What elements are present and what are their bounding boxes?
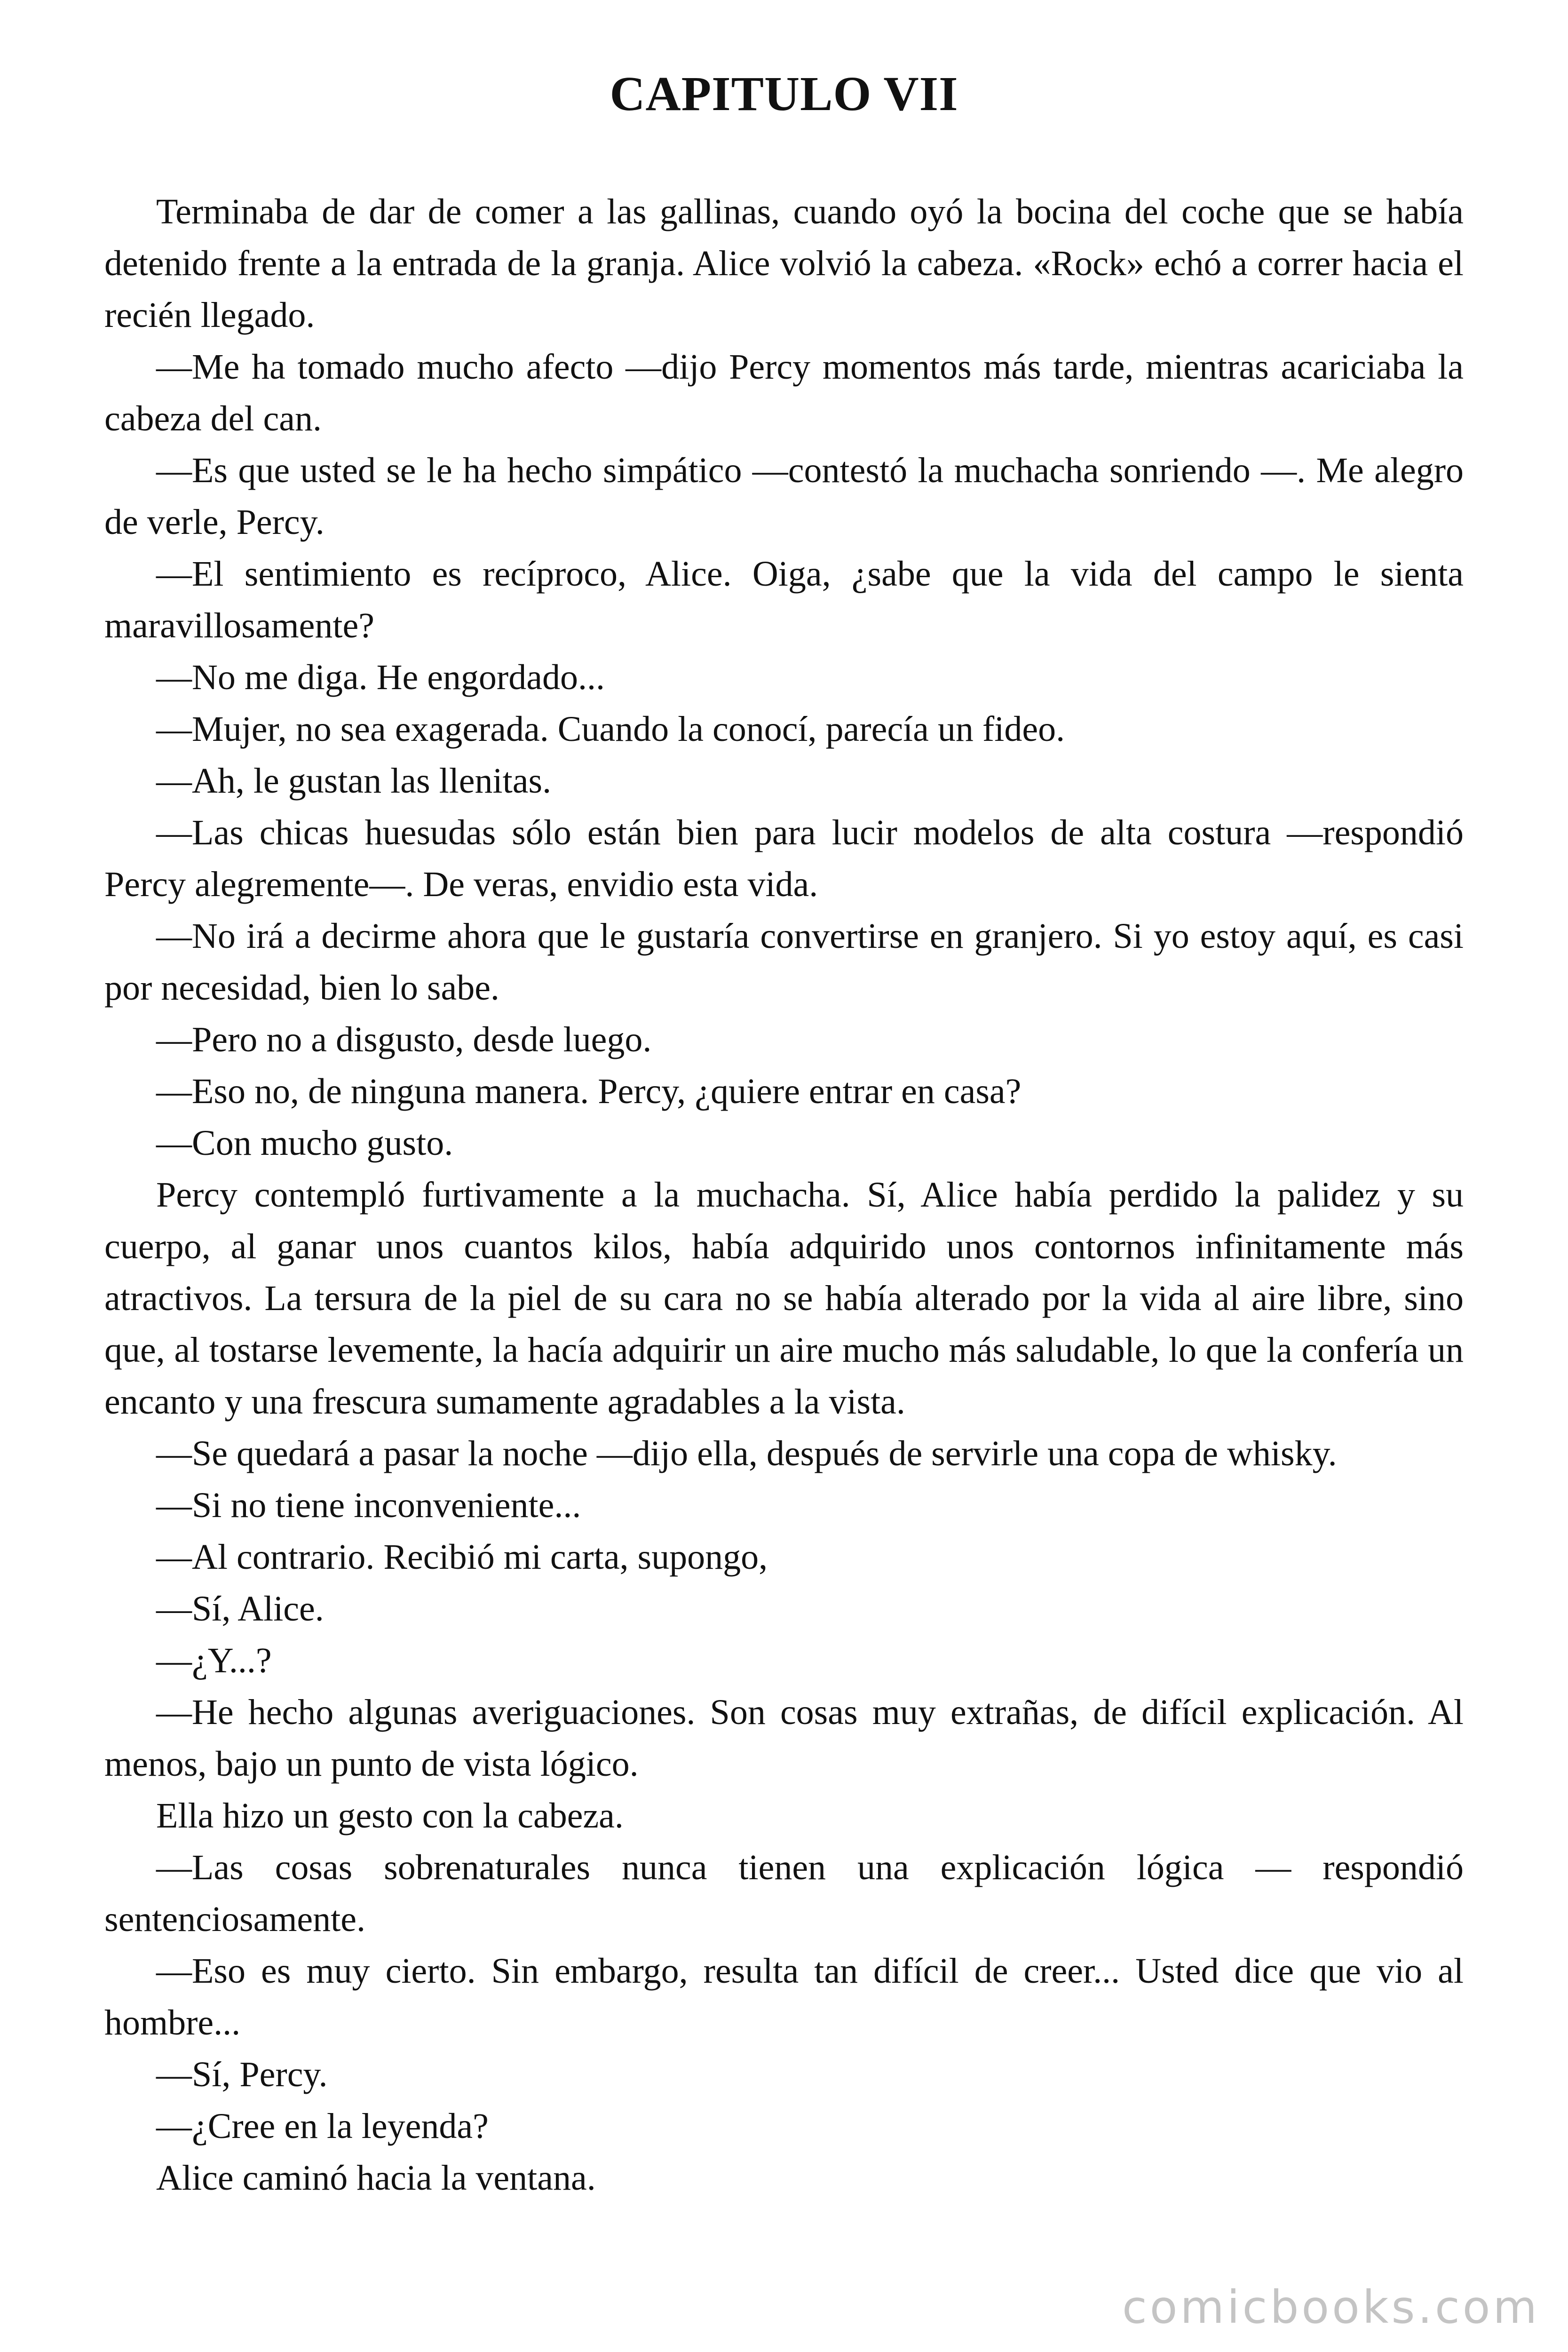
chapter-text <box>104 186 1464 2204</box>
paragraph: —Me ha tomado mucho afecto —dijo Percy momentos más tarde, mientras acariciaba la cabeza del can. <box>104 347 1464 438</box>
paragraph: —Las chicas huesudas sólo están bien para lucir modelos de alta costura —respondió Percy alegremente—. De veras, envidio esta vida. <box>104 813 1464 904</box>
watermark: comicbooks.com <box>1122 2281 1540 2334</box>
paragraph: Alice caminó hacia la ventana. <box>156 2158 596 2198</box>
paragraph: —Se quedará a pasar la noche —dijo ella, después de servirle una copa de whisky. <box>156 1434 1337 1473</box>
paragraph: —Eso no, de ninguna manera. Percy, ¿quiere entrar en casa? <box>156 1072 1022 1111</box>
paragraph: —El sentimiento es recíproco, Alice. Oiga, ¿sabe que la vida del campo le sienta maravillosamente? <box>104 554 1464 645</box>
paragraph: —Eso es muy cierto. Sin embargo, resulta tan difícil de creer... Usted dice que vio al hombre... <box>104 1951 1464 2042</box>
paragraph: Percy contempló furtivamente a la muchacha. Sí, Alice había perdido la palidez y su cuerpo, al ganar unos cuantos kilos, había adquirido unos contornos infinitamente más atractivos. La tersura de la piel de su cara no se había alterado por la vida al aire libre, sino que, al tostarse levemente, la hacía adquirir un aire mucho más saludable, lo que la confería un encanto y una frescura sumamente agradables a la vista. <box>104 1175 1464 1422</box>
paragraph: —Al contrario. Recibió mi carta, supongo, <box>156 1537 768 1577</box>
paragraph: —Sí, Percy. <box>156 2055 328 2094</box>
paragraph: —He hecho algunas averiguaciones. Son cosas muy extrañas, de difícil explicación. Al menos, bajo un punto de vista lógico. <box>104 1692 1464 1784</box>
paragraph: —Mujer, no sea exagerada. Cuando la conocí, parecía un fideo. <box>156 709 1065 749</box>
paragraph: —¿Y...? <box>156 1641 272 1680</box>
paragraph: Terminaba de dar de comer a las gallinas, cuando oyó la bocina del coche que se había detenido frente a la entrada de la granja. Alice volvió la cabeza. «Rock» echó a correr hacia el recién llegado. <box>104 192 1464 335</box>
paragraph: —Sí, Alice. <box>156 1589 324 1629</box>
paragraph: —No me diga. He engordado... <box>156 658 605 697</box>
paragraph: —Pero no a disgusto, desde luego. <box>156 1020 652 1059</box>
paragraph: —Con mucho gusto. <box>156 1123 453 1163</box>
paragraph: Ella hizo un gesto con la cabeza. <box>156 1796 624 1836</box>
paragraph: —No irá a decirme ahora que le gustaría convertirse en granjero. Si yo estoy aquí, es casi por necesidad, bien lo sabe. <box>104 916 1464 1008</box>
paragraph: —Si no tiene inconveniente... <box>156 1486 581 1525</box>
paragraph: —Ah, le gustan las llenitas. <box>156 761 552 801</box>
paragraph: —¿Cree en la leyenda? <box>156 2106 489 2146</box>
paragraph: —Es que usted se le ha hecho simpático —contestó la muchacha sonriendo —. Me alegro de verle, Percy. <box>104 451 1464 542</box>
chapter-title: CAPITULO VII <box>610 67 958 121</box>
paragraph: —Las cosas sobrenaturales nunca tienen una explicación lógica — respondió sentenciosamente. <box>104 1848 1464 1939</box>
